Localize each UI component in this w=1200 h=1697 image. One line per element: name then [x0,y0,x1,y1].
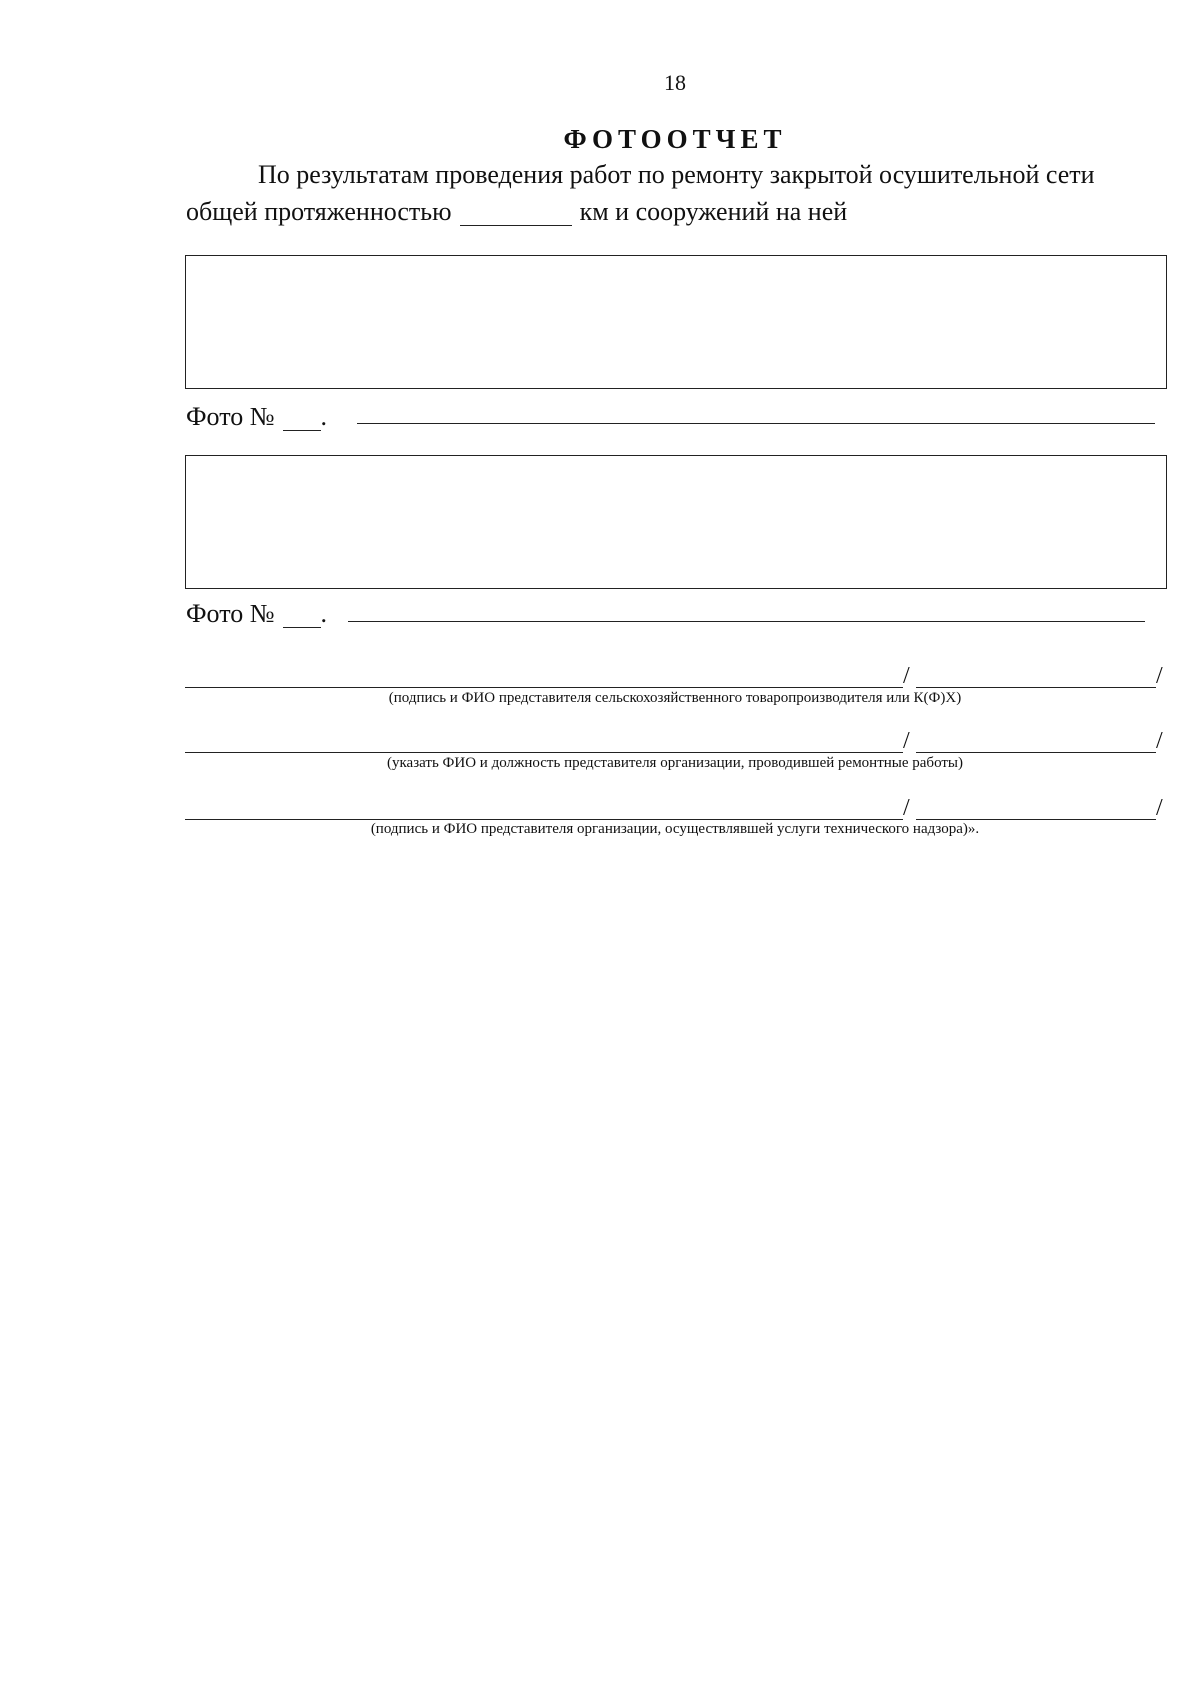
signature-line-1[interactable] [185,687,903,688]
intro-line-1: По результатам проведения работ по ремонту закрытой осушительной сети [258,160,1095,189]
intro-line-2-after: км и сооружений на ней [579,197,848,226]
signature-line-3[interactable] [185,819,903,820]
name-line-2[interactable] [916,752,1156,753]
document-title: ФОТООТЧЕТ [563,124,787,154]
photo-description-line-2[interactable] [348,621,1145,622]
signature-note-1: (подпись и ФИО представителя сельскохозяйственного товаропроизводителя или К(Ф)Х) [388,690,962,706]
photo-dot-2: . [320,599,328,628]
photo-placeholder-2 [185,455,1167,589]
signature-line-2[interactable] [185,752,903,753]
photo-label-1: Фото № [186,402,275,431]
signature-row-3 [185,790,1165,820]
photo-caption-1 [186,398,327,432]
signature-note-3: (подпись и ФИО представителя организации, осуществлявшей услуги технического надзора)». [370,821,980,837]
photo-description-line-1[interactable] [357,423,1155,424]
signature-row-2 [185,723,1165,753]
signature-row-1 [185,658,1165,688]
name-line-1[interactable] [916,687,1156,688]
signature-slash-1a: / [903,663,910,689]
photo-caption-2 [186,595,327,629]
signature-slash-2a: / [903,728,910,754]
intro-line-2 [186,193,847,227]
signature-slash-2b: / [1156,728,1163,754]
signature-slash-1b: / [1156,663,1163,689]
signature-slash-3b: / [1156,795,1163,821]
photo-dot-1: . [320,402,328,431]
name-line-3[interactable] [916,819,1156,820]
photo-label-2: Фото № [186,599,275,628]
photo-number-blank-1[interactable] [283,404,321,431]
length-blank-field[interactable] [460,199,572,226]
signature-slash-3a: / [903,795,910,821]
page-number: 18 [664,70,686,95]
photo-number-blank-2[interactable] [283,601,321,628]
intro-line-2-before: общей протяженностью [186,197,452,226]
photo-placeholder-1 [185,255,1167,389]
signature-note-2: (указать ФИО и должность представителя организации, проводившей ремонтные работы) [386,755,963,771]
